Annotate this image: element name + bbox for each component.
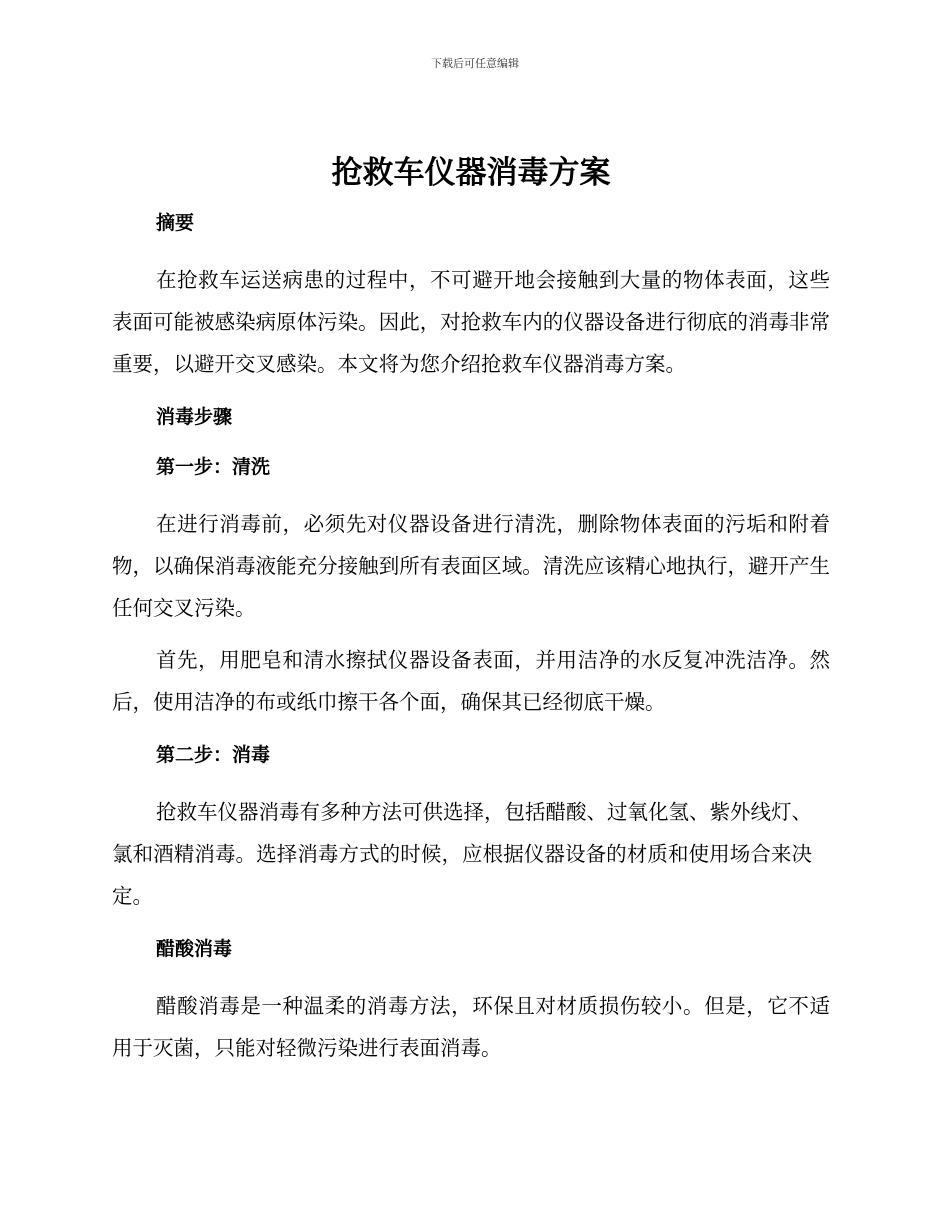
steps-heading: 消毒步骤	[156, 406, 233, 428]
abstract-heading: 摘要	[156, 212, 195, 234]
step1-paragraph-1: 在进行消毒前，必须先对仪器设备进行清洗，删除物体表面的污垢和附着物，以确保消毒液能充分接触到所有表面区域。清洗应该精心地执行，避开产生任何交叉污染。	[112, 512, 830, 620]
acetic-heading: 醋酸消毒	[156, 938, 233, 960]
header-note: 下载后可任意编辑	[431, 57, 519, 70]
step2-paragraph-1: 抢救车仪器消毒有多种方法可供选择，包括醋酸、过氧化氢、紫外线灯、氯和酒精消毒。选择消毒方式的时候，应根据仪器设备的材质和使用场合来决定。	[112, 800, 812, 908]
step2-heading: 第二步：消毒	[156, 744, 271, 766]
abstract-paragraph: 在抢救车运送病患的过程中，不可避开地会接触到大量的物体表面，这些表面可能被感染病原体污染。因此，对抢救车内的仪器设备进行彻底的消毒非常重要，以避开交叉感染。本文将为您介绍抢救车仪器消毒方案。	[112, 268, 830, 376]
document-body	[112, 148, 830, 1079]
step1-heading: 第一步：清洗	[156, 456, 271, 478]
step1-paragraph-2: 首先，用肥皂和清水擦拭仪器设备表面，并用洁净的水反复冲洗洁净。然后，使用洁净的布或纸巾擦干各个面，确保其已经彻底干燥。	[112, 648, 830, 714]
document-title: 抢救车仪器消毒方案	[331, 155, 611, 191]
acetic-paragraph: 醋酸消毒是一种温柔的消毒方法，环保且对材质损伤较小。但是，它不适用于灭菌，只能对轻微污染进行表面消毒。	[112, 994, 830, 1060]
